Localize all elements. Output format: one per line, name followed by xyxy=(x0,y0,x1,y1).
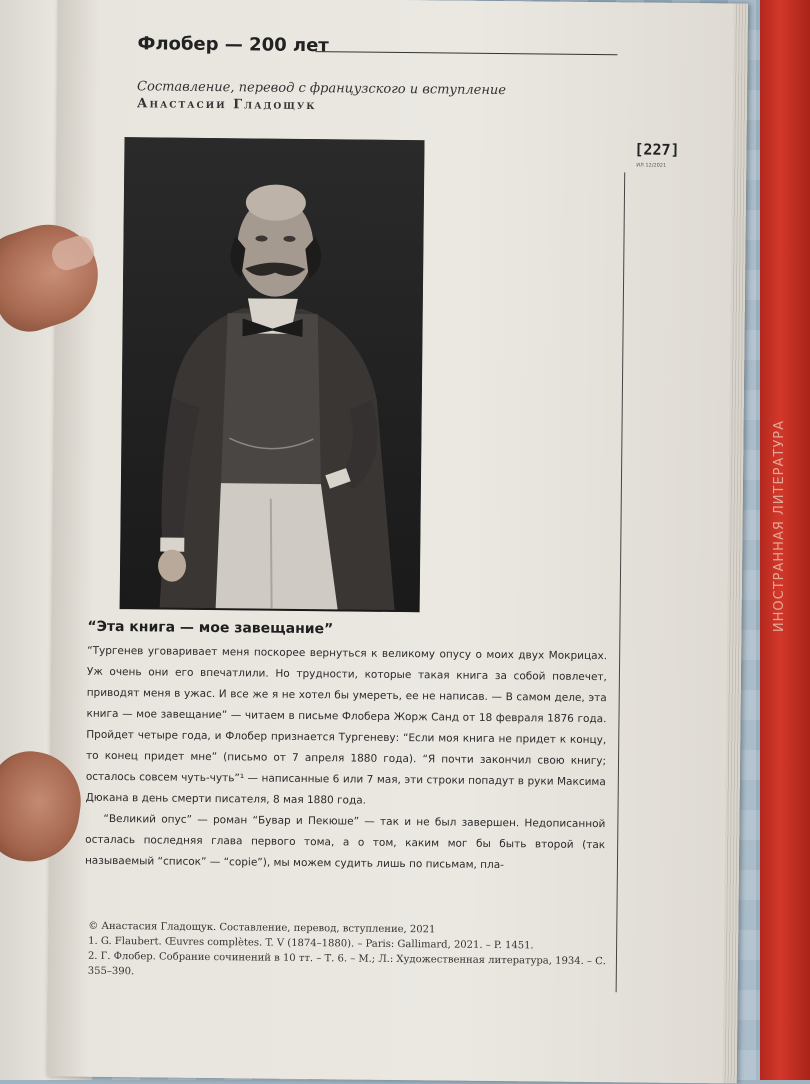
article-body xyxy=(85,619,608,877)
credits-block xyxy=(137,79,506,115)
issue-label: ИЛ 12/2021 xyxy=(636,162,667,169)
paragraph: “Тургенев уговаривает меня поскорее вернуться к великому опусу о моих двух Мокрицах. Уж очень они его впечатлили. Но трудности, которые такая книга за собой повлечет, приводят меня в ужас. И все же я не хотел бы умереть, ее не написав. — В самом деле, эта книга — мое завещание” — читаем в письме Флобера Жорж Санд от 18 февраля 1876 года. Пройдет четыре года, и Флобер признается Тургеневу: “Если моя книга не придет к концу, то конец придет мне” (письмо от 7 апреля 1880 года). “Я почти закончил свою книгу; осталось совсем чуть-чуть”¹ — написанные 6 или 7 мая, эти строки попадут в руки Максима Дюкана в день смерти писателя, 8 мая 1880 года. xyxy=(85,644,608,807)
footnote-1: 1. G. Flaubert. Œuvres complètes. T. V (1874–1880). – Paris: Gallimard, 2021. – P. 1451. xyxy=(88,935,534,952)
section-heading: “Эта книга — мое завещание” xyxy=(87,618,334,638)
portrait-photo xyxy=(120,137,425,612)
spine-title: ИНОСТРАННАЯ ЛИТЕРАТУРА xyxy=(772,420,787,633)
copyright-note: © Анастасия Гладощук. Составление, перевод, вступление, 2021 xyxy=(88,920,436,936)
running-header: Флобер — 200 лет xyxy=(137,33,329,57)
header-rule xyxy=(315,51,617,55)
side-rule xyxy=(616,172,626,992)
footnotes xyxy=(88,919,609,984)
credits-author: Анастасии Гладощук xyxy=(136,96,317,114)
paragraph: “Великий опус” — роман “Бувар и Пекюше” — так и не был завершен. Недописанной осталась последняя глава первого тома, а о том, каким мог бы быть второй (так называемый “список” — “copie”), мы можем судить лишь по письмам, пла- xyxy=(84,812,606,872)
red-book-spine xyxy=(760,0,810,1080)
page-number: [227] xyxy=(634,140,680,159)
footnote-2: 2. Г. Флобер. Собрание сочинений в 10 тт. – Т. 6. – М.; Л.: Художественная литература, 1934. – С. 355–390. xyxy=(87,950,607,978)
portrait-figure-icon xyxy=(120,137,425,612)
book-page xyxy=(47,0,748,1084)
credits-line: Составление, перевод с французского и вступление xyxy=(136,79,507,99)
